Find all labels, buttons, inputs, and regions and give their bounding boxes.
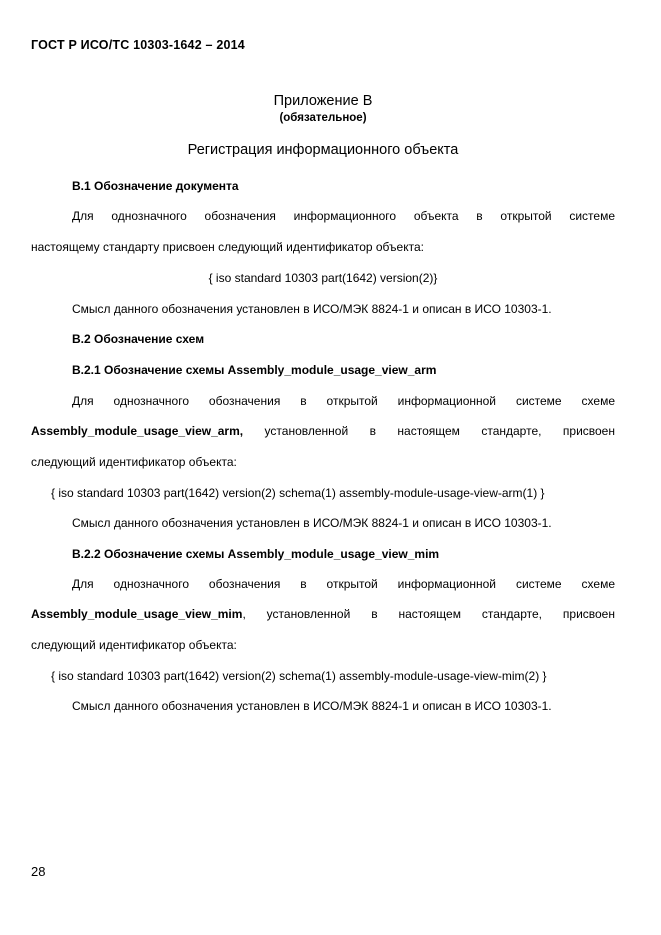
b1-paragraph-line1: Для однозначного обозначения информационного объекта в открытой системе — [72, 209, 615, 223]
b22-meaning: Смысл данного обозначения установлен в ИСО/МЭК 8824-1 и описан в ИСО 10303-1. — [72, 699, 552, 713]
b1-meaning: Смысл данного обозначения установлен в ИСО/МЭК 8824-1 и описан в ИСО 10303-1. — [72, 302, 552, 316]
b22-heading: В.2.2 Обозначение схемы Assembly_module_usage_view_mim — [72, 547, 440, 561]
b21-schema-name: Assembly_module_usage_view_arm, — [31, 424, 244, 438]
b21-identifier: { iso standard 10303 part(1642) version(2) schema(1) assembly-module-usage-view-arm(1) } — [51, 486, 545, 500]
b1-identifier: { iso standard 10303 part(1642) version(2)} — [208, 271, 438, 285]
b21-paragraph-line2-rest: установленной в настоящем стандарте, присвоен — [264, 424, 615, 438]
b22-identifier: { iso standard 10303 part(1642) version(2) schema(1) assembly-module-usage-view-mim(2) } — [51, 669, 547, 683]
b1-heading: В.1 Обозначение документа — [72, 179, 239, 193]
annex-title: Приложение В — [273, 93, 373, 109]
b1-paragraph-line2: настоящему стандарту присвоен следующий идентификатор объекта: — [31, 240, 424, 254]
b22-paragraph-line1: Для однозначного обозначения в открытой информационной системе схеме — [72, 577, 615, 591]
b21-paragraph-line2 — [31, 424, 615, 438]
annex-heading: Регистрация информационного объекта — [187, 142, 459, 158]
page-number: 28 — [31, 864, 46, 879]
b22-paragraph-line2-rest: , установленной в настоящем стандарте, присвоен — [242, 607, 615, 621]
b21-heading: В.2.1 Обозначение схемы Assembly_module_usage_view_arm — [72, 363, 437, 377]
b21-meaning: Смысл данного обозначения установлен в ИСО/МЭК 8824-1 и описан в ИСО 10303-1. — [72, 516, 552, 530]
b22-paragraph-line3: следующий идентификатор объекта: — [31, 638, 237, 652]
b22-schema-name: Assembly_module_usage_view_mim — [31, 607, 243, 621]
annex-status: (обязательное) — [279, 112, 367, 124]
b22-paragraph-line2 — [31, 607, 615, 621]
b21-paragraph-line1: Для однозначного обозначения в открытой информационной системе схеме — [72, 394, 615, 408]
standard-header: ГОСТ Р ИСО/ТС 10303-1642 – 2014 — [31, 38, 245, 52]
b21-paragraph-line3: следующий идентификатор объекта: — [31, 455, 237, 469]
b2-heading: В.2 Обозначение схем — [72, 332, 205, 346]
